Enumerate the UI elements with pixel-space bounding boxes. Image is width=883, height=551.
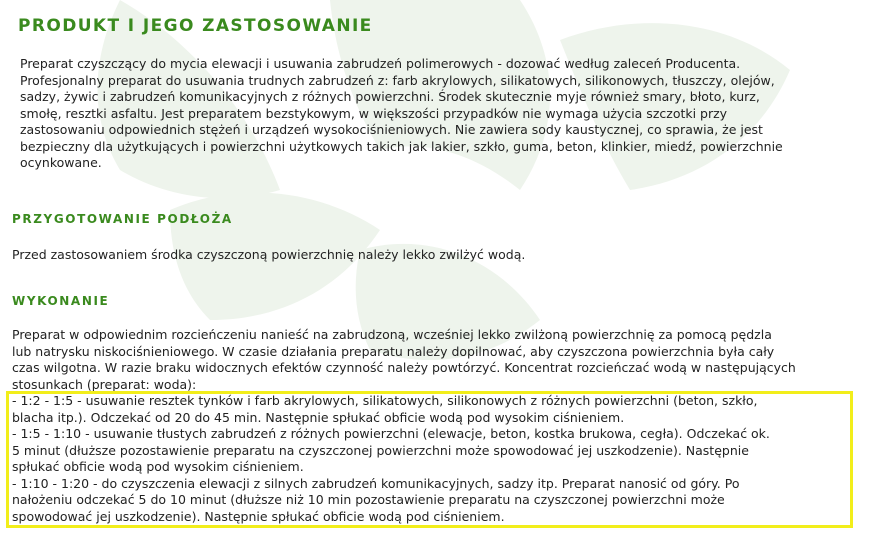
preparation-text <box>12 247 852 264</box>
dilution-line: - 1:2 - 1:5 - usuwanie resztek tynków i farb akrylowych, silikatowych, silikonowych z różnych powierzchni (beton, szkło, <box>12 393 758 408</box>
dilution-line: nałożeniu odczekać 5 do 10 minut (dłuższe niż 10 min pozostawienie preparatu na czyszczonej powierzchni może <box>12 492 725 507</box>
dilution-line: - 1:5 - 1:10 - usuwanie tłustych zabrudzeń z różnych powierzchni (elewacje, beton, kostka brukowa, cegła). Odczekać ok. <box>12 426 770 441</box>
product-description <box>20 56 845 172</box>
product-description-line: bezpieczny dla użytkujących i powierzchni użytkowych takich jak lakier, szkło, guma, beton, klinkier, miedź, powierzchnie <box>20 138 783 154</box>
dilution-line: - 1:10 - 1:20 - do czyszczenia elewacji z silnych zabrudzeń komunikacyjnych, sadzy itp. Preparat nanosić od góry. Po <box>12 475 740 491</box>
section-heading-product: PRODUKT I JEGO ZASTOSOWANIE <box>18 16 373 36</box>
dilution-line: spowodować jej uszkodzenie). Następnie spłukać obficie wodą pod ciśnieniem. <box>12 508 505 524</box>
preparation-line: Przed zastosowaniem środka czyszczoną powierzchnię należy lekko zwilżyć wodą. <box>12 247 526 262</box>
execution-intro-line: Preparat w odpowiednim rozcieńczeniu nanieść na zabrudzoną, wcześniej lekko zwilżoną powierzchnię za pomocą pędzla <box>12 327 772 342</box>
execution-intro-line: stosunkach (preparat: woda): <box>12 376 197 392</box>
dilution-line: blacha itp.). Odczekać od 20 do 45 min. Następnie spłukać obficie wodą pod wysokim ciśnieniem. <box>12 409 625 425</box>
product-description-line: sadzy, żywic i zabrudzeń komunikacyjnych z różnych powierzchni. Środek skutecznie myje również smary, błoto, kurz, <box>20 89 760 104</box>
product-description-line: ocynkowane. <box>20 155 102 170</box>
section-heading-execution: WYKONANIE <box>12 294 110 308</box>
execution-intro-line: lub natrysku niskociśnieniowego. W czasie działania preparatu należy dopilnować, aby czyszczona powierzchnia była cały <box>12 343 775 359</box>
dilution-line: spłukać obficie wodą pod wysokim ciśnieniem. <box>12 459 304 474</box>
product-description-line: Profesjonalny preparat do usuwania trudnych zabrudzeń z: farb akrylowych, silikatowych, silikonowych, tłuszczy, olejów, <box>20 72 775 88</box>
dilution-line: 5 minut (dłuższe pozostawienie preparatu na czyszczonej powierzchni może spowodować jej uszkodzenie). Następnie <box>12 442 749 458</box>
product-description-line: Preparat czyszczący do mycia elewacji i usuwania zabrudzeń polimerowych - dozować według zaleceń Producenta. <box>20 56 741 71</box>
section-heading-preparation: PRZYGOTOWANIE PODŁOŻA <box>12 212 233 226</box>
execution-intro <box>12 327 837 393</box>
product-description-line: smołę, resztki asfaltu. Jest preparatem bezstykowym, w większości przypadków nie wymaga użycia szczotki przy <box>20 105 728 121</box>
highlight-box <box>6 391 853 528</box>
execution-intro-line: czas wilgotna. W razie braku widocznych efektów czynność należy powtórzyć. Koncentrat rozcieńczać wodą w następujących <box>12 360 796 375</box>
product-description-line: zastosowaniu odpowiednich stężeń i urządzeń wysokociśnieniowych. Nie zawiera sody kaustycznej, co sprawia, że jest <box>20 122 763 137</box>
